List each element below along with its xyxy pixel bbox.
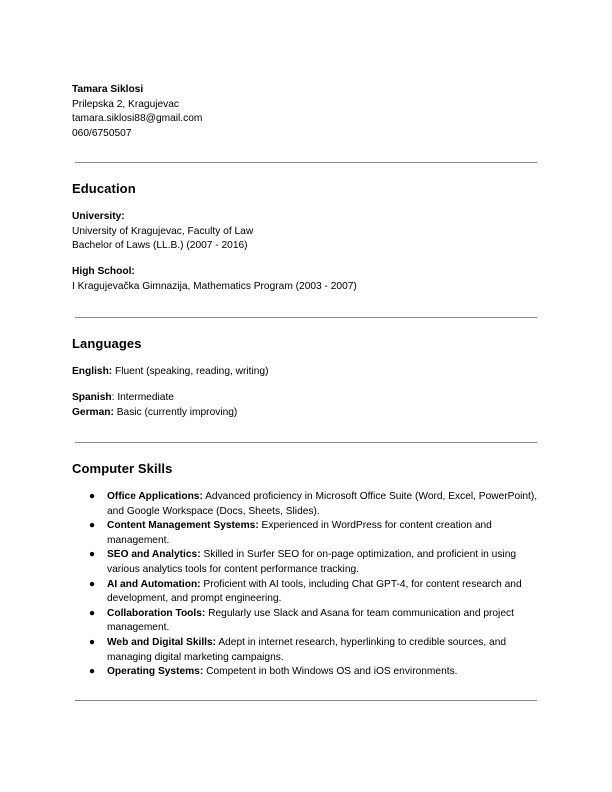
candidate-name: Tamara Siklosi	[72, 84, 144, 95]
skill-label: Collaboration Tools:	[107, 607, 206, 619]
address: Prilepska 2, Kragujevac	[72, 98, 180, 110]
university-label: University:	[72, 211, 125, 222]
language-label: Spanish	[72, 392, 112, 403]
skill-label: Web and Digital Skills:	[107, 636, 217, 648]
bullet-icon: ●	[89, 549, 96, 561]
bullet-icon: ●	[89, 578, 96, 590]
language-german	[72, 406, 237, 421]
list-item	[87, 490, 547, 519]
list-item	[87, 578, 547, 607]
bullet-icon: ●	[89, 636, 96, 648]
education-university	[72, 210, 253, 254]
skill-text: Advanced proficiency in Microsoft Office Suite (Word, Excel, PowerPoint), and Google Workspace (Docs, Sheets, Slides).	[107, 491, 538, 517]
email: tamara.siklosi88@gmail.com	[72, 113, 203, 125]
computer-skills-heading: Computer Skills	[72, 461, 173, 476]
phone: 060/6750507	[72, 127, 132, 139]
language-sep: :	[111, 392, 115, 403]
skill-label: SEO and Analytics:	[107, 549, 201, 561]
bullet-icon: ●	[89, 666, 96, 678]
language-level: Fluent (speaking, reading, writing)	[112, 366, 269, 377]
skill-text: Adept in internet research, hyperlinking to credible sources, and managing digital marketing campaigns.	[107, 636, 507, 663]
divider	[75, 700, 537, 701]
contact-block	[72, 83, 202, 141]
language-level: Basic (currently improving)	[113, 406, 238, 418]
skill-label: AI and Automation:	[107, 578, 201, 590]
skill-text: Proficient with AI tools, including Chat GPT-4, for content research and development, and prompt engineering.	[107, 578, 522, 605]
list-item	[87, 548, 547, 577]
highschool-label: High School:	[72, 266, 135, 277]
list-item	[87, 519, 547, 548]
skill-label: Operating Systems:	[107, 666, 204, 678]
education-highschool	[72, 265, 357, 294]
skill-text: Competent in both Windows OS and iOS environments.	[203, 666, 458, 678]
bullet-icon: ●	[89, 491, 96, 502]
bullet-icon: ●	[89, 520, 96, 532]
skill-text: Skilled in Surfer SEO for on-page optimization, and proficient in using various analytics tools for content performance tracking.	[107, 549, 517, 575]
language-spanish	[72, 391, 174, 406]
bullet-icon: ●	[89, 607, 96, 619]
skill-text: Regularly use Slack and Asana for team communication and project management.	[107, 607, 514, 634]
languages-heading: Languages	[72, 336, 142, 351]
language-label: English:	[72, 366, 113, 377]
education-heading: Education	[72, 181, 136, 196]
divider	[75, 162, 537, 163]
university-name: University of Kragujevac, Faculty of Law	[72, 225, 254, 237]
highschool-name: I Kragujevačka Gimnazija, Mathematics Program (2003 - 2007)	[72, 280, 357, 292]
divider	[75, 442, 537, 443]
list-item	[87, 665, 547, 680]
computer-skills-list	[87, 490, 547, 680]
list-item	[87, 607, 547, 636]
skill-label: Content Management Systems:	[107, 520, 259, 532]
university-degree: Bachelor of Laws (LL.B.) (2007 - 2016)	[72, 240, 248, 252]
language-level: Intermediate	[114, 392, 174, 403]
language-english	[72, 365, 268, 380]
skill-label: Office Applications:	[107, 491, 203, 502]
skill-text: Experienced in WordPress for content creation and management.	[107, 520, 492, 546]
language-label: German:	[72, 406, 114, 418]
divider	[75, 317, 537, 318]
list-item	[87, 636, 547, 665]
